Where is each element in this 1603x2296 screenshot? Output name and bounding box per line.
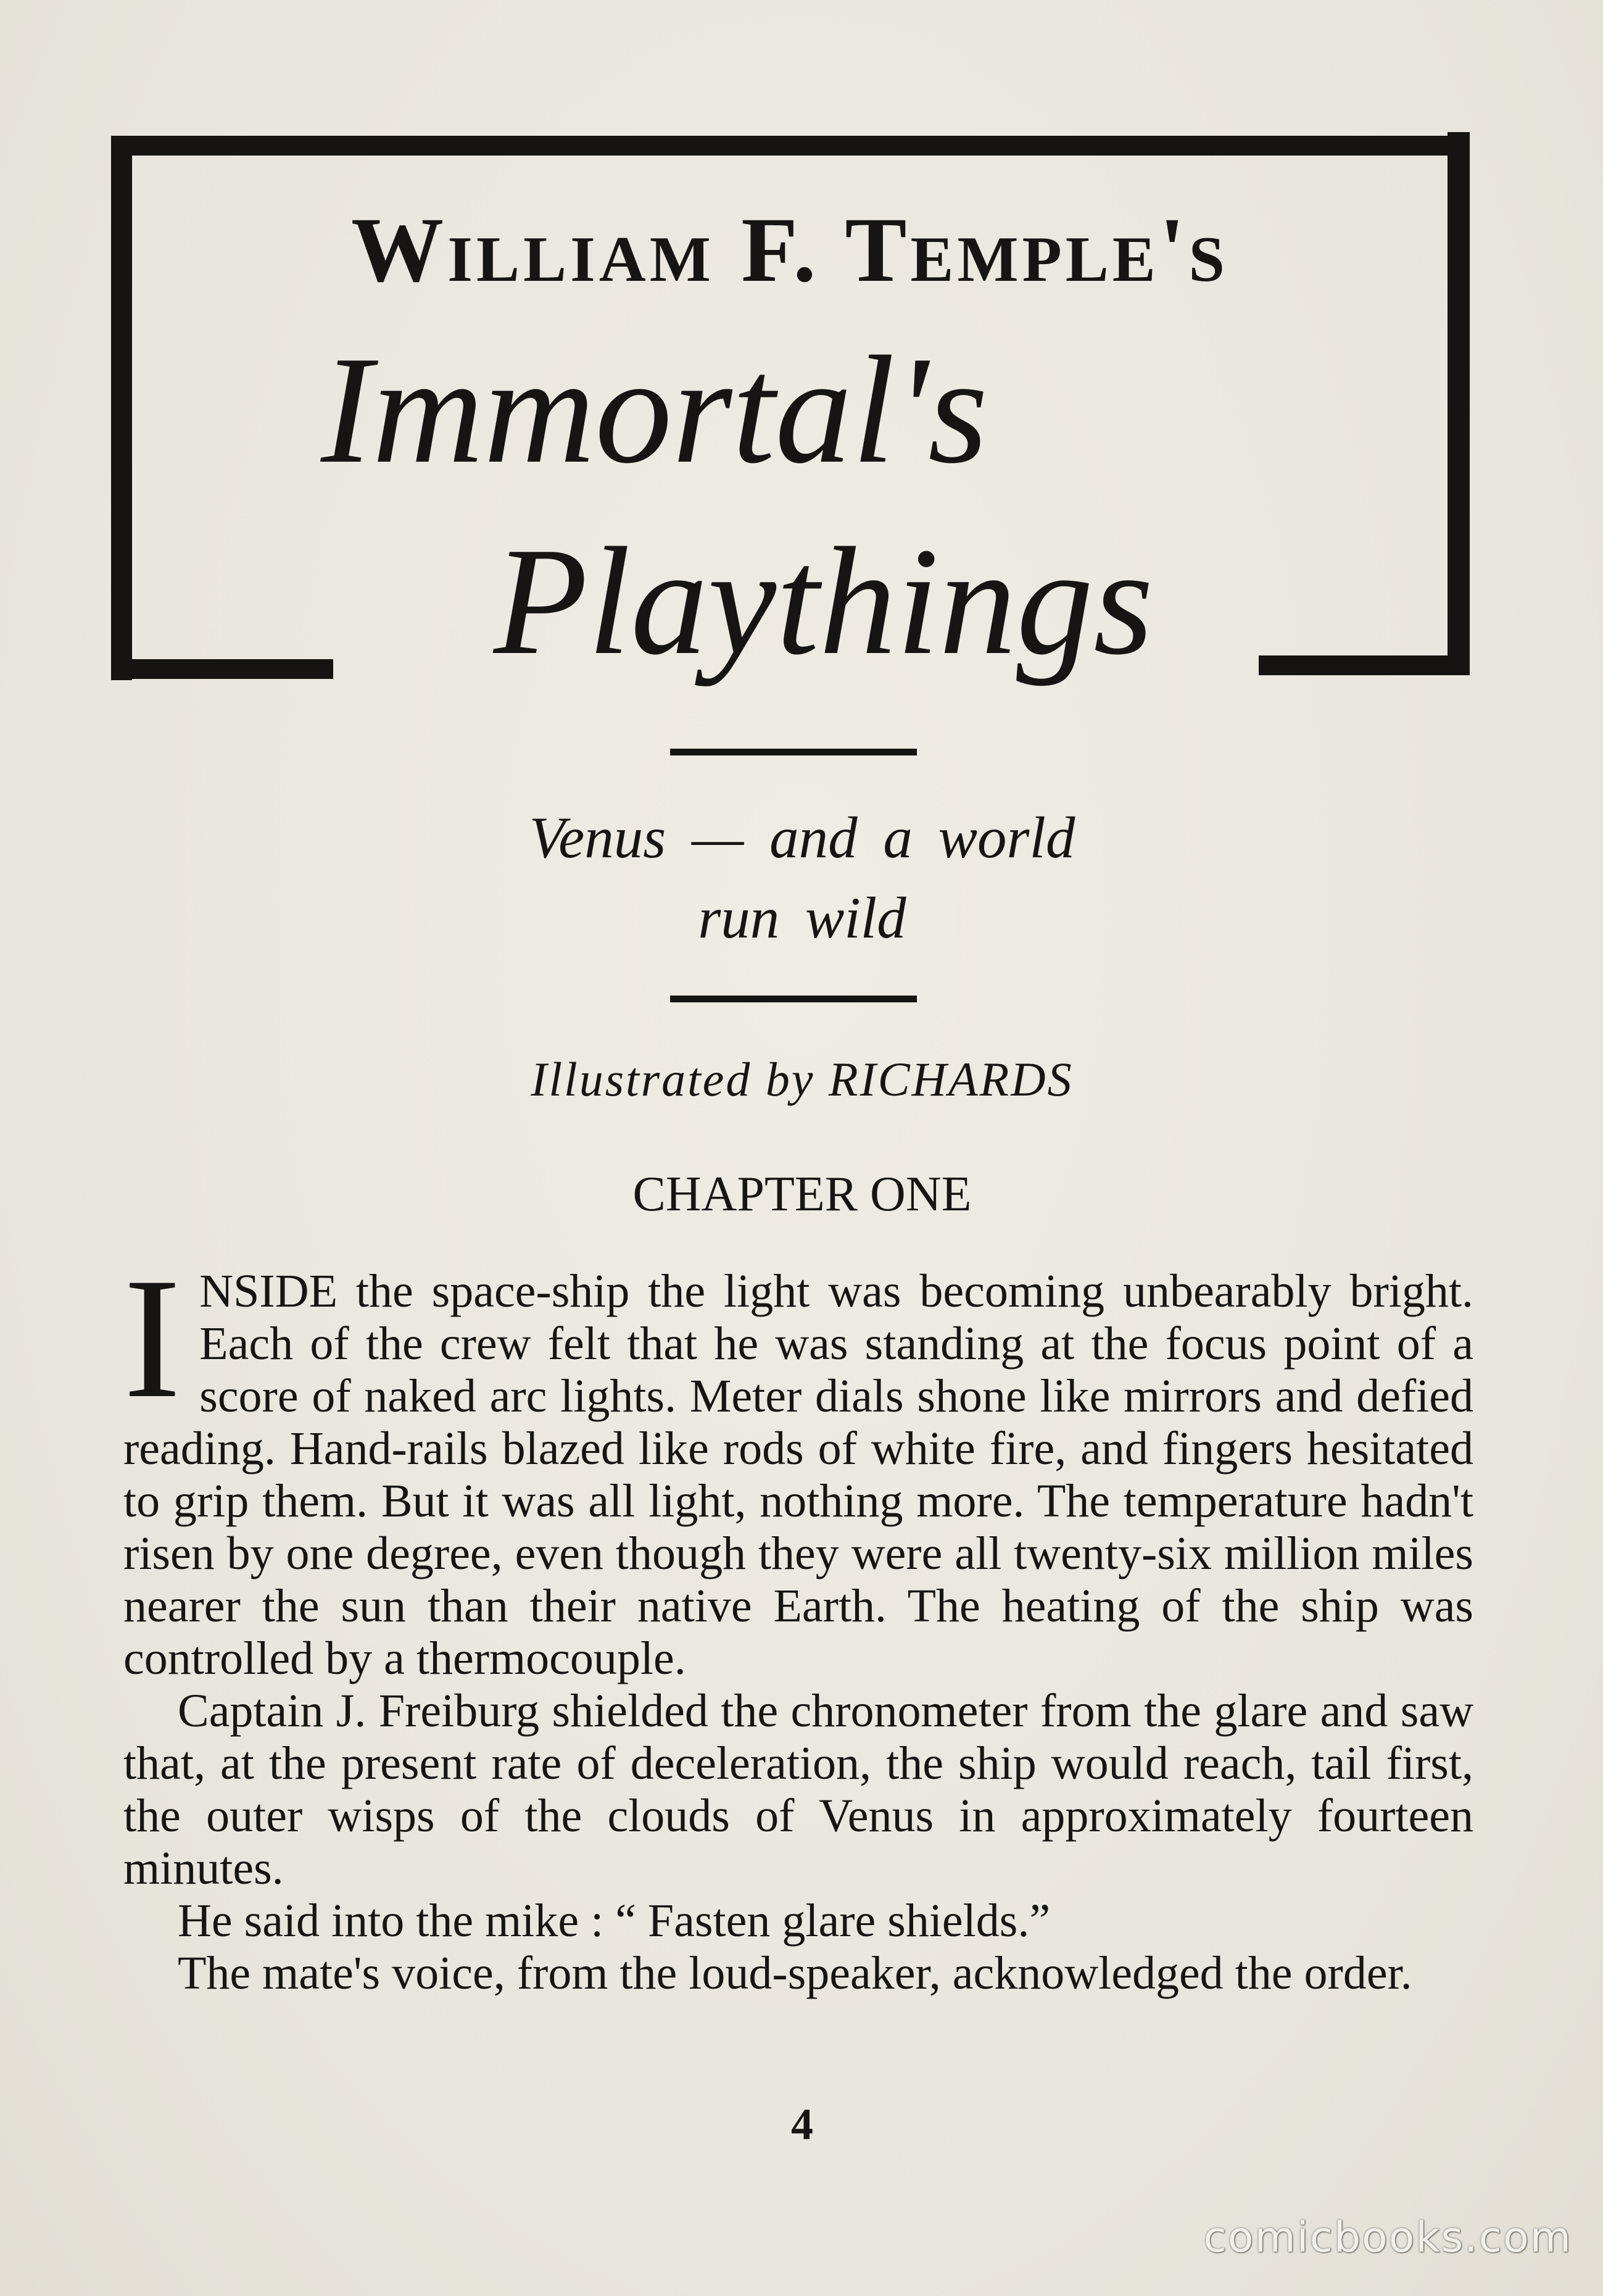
site-watermark: comicbooks.com bbox=[1203, 2213, 1572, 2262]
divider-rule-top bbox=[670, 749, 917, 755]
illustrator-credit: Illustrated by RICHARDS bbox=[531, 1052, 1074, 1106]
tagline-line-2: run wild bbox=[698, 885, 906, 950]
title-frame-top bbox=[111, 136, 1468, 156]
title-frame-bottom-left bbox=[111, 659, 333, 679]
title-frame-right bbox=[1448, 132, 1470, 675]
drop-cap: I bbox=[123, 1242, 181, 1434]
title-frame-left bbox=[111, 136, 132, 680]
story-body bbox=[123, 1242, 1473, 2000]
divider-rule-bottom bbox=[670, 996, 917, 1002]
paragraph-2: Captain J. Freiburg shielded the chronometer from the glare and saw that, at the present rate of deceleration, the ship would reach, tail first, the outer wisps of the clouds of Venus in approximately fourteen minutes. bbox=[123, 1685, 1473, 1894]
paragraph-1-text: NSIDE the space-ship the light was becoming unbearably bright. Each of the crew felt that he was standing at the focus point of a score of naked arc lights. Meter dials shone like mirrors and defied reading. Hand-rails blazed like rods of white fire, and fingers hesitated to grip them. But it was all light, nothing more. The temperature hadn't risen by one degree, even though they were all twenty-six million miles nearer the sun than their native Earth. The heating of the ship was controlled by a thermocouple. bbox=[123, 1265, 1473, 1684]
tagline-line-1: Venus — and a world bbox=[529, 805, 1075, 870]
paragraph-1 bbox=[123, 1242, 1473, 1685]
paragraph-3: He said into the mike : “ Fasten glare shields.” bbox=[178, 1895, 1051, 1947]
paragraph-4: The mate's voice, from the loud-speaker, acknowledged the order. bbox=[178, 1947, 1412, 1999]
chapter-heading: CHAPTER ONE bbox=[632, 1167, 972, 1221]
story-title-line-2: Playthings bbox=[494, 516, 1154, 687]
page-number: 4 bbox=[791, 2100, 813, 2149]
story-title-line-1: Immortal's bbox=[321, 325, 988, 496]
author-name: William F. Temple's bbox=[351, 199, 1228, 301]
title-frame-bottom-right bbox=[1259, 655, 1470, 675]
